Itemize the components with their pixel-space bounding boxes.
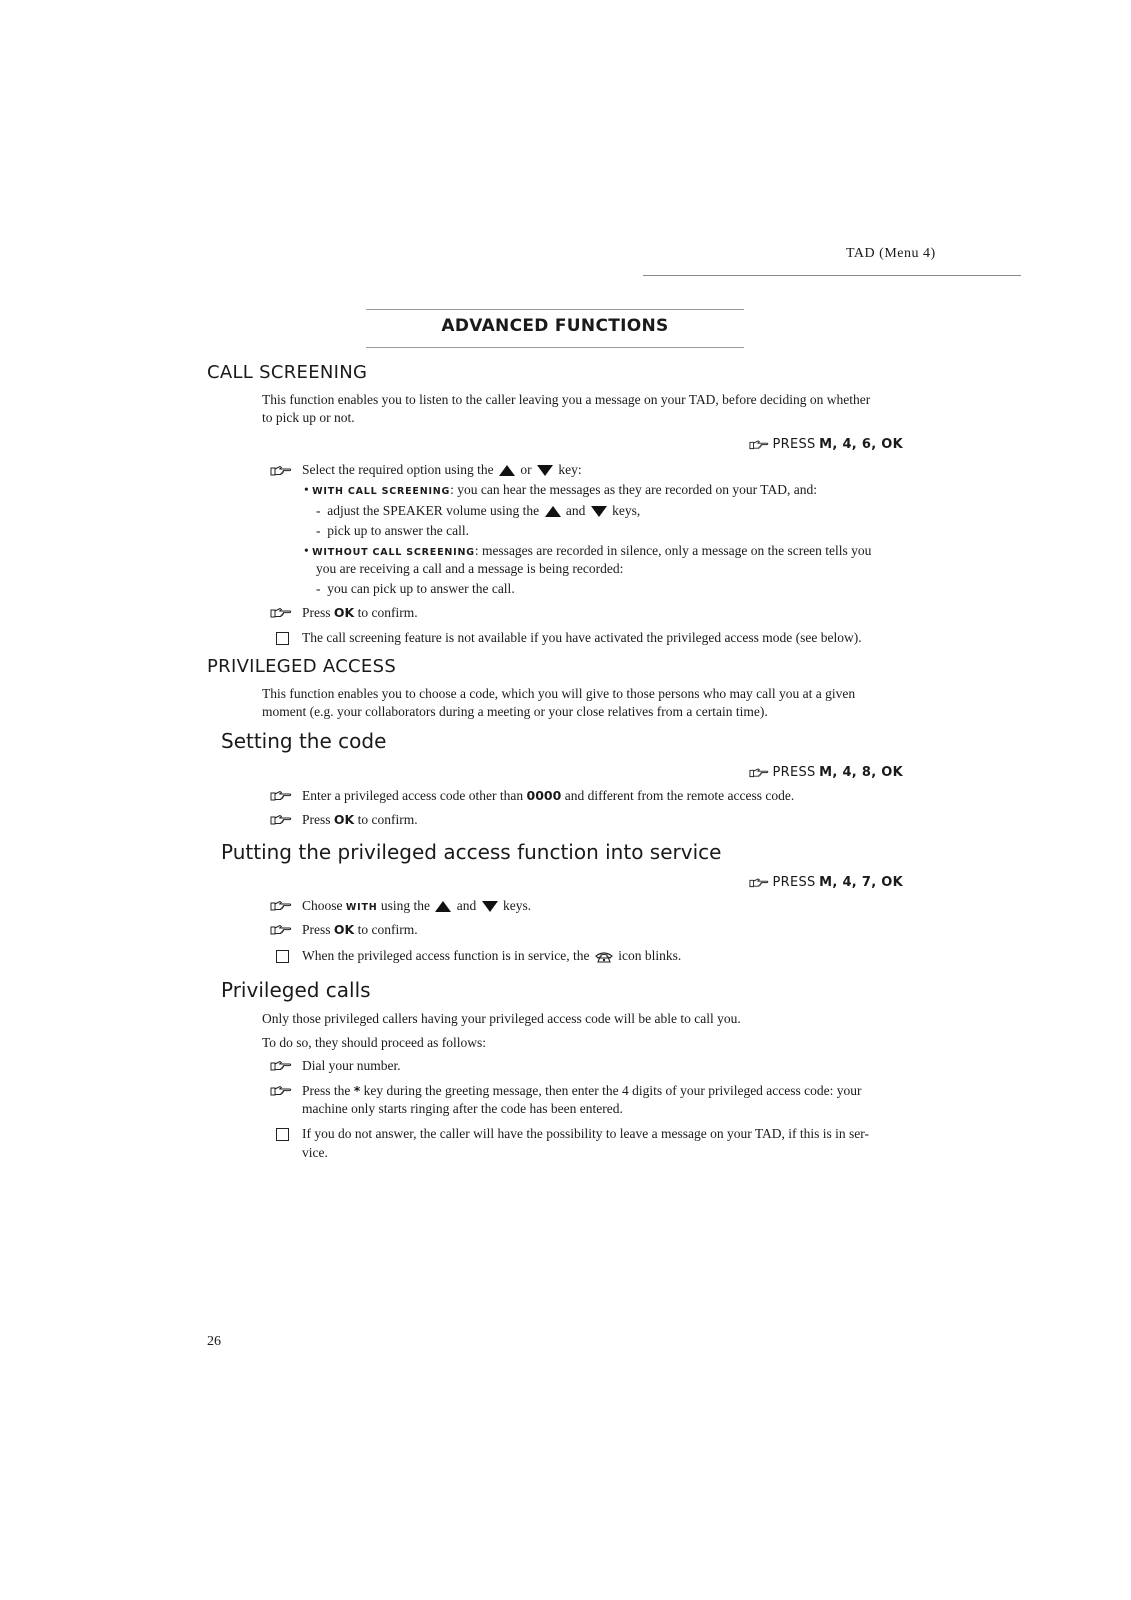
step-choose-with [302, 897, 531, 917]
pointing-hand-icon [270, 900, 292, 912]
down-arrow-icon [482, 901, 498, 912]
bullet: • [304, 482, 309, 497]
dash: - [316, 503, 321, 518]
note-text: When the privileged access function is in service, the [302, 948, 590, 963]
press-label: PRESS [772, 765, 816, 780]
option-without-text-2: you are receiving a call and a message is being recorded: [316, 561, 624, 576]
section-title: ADVANCED FUNCTIONS [441, 316, 669, 336]
step-text: keys. [503, 898, 532, 913]
press-label: PRESS [772, 437, 816, 452]
up-arrow-icon [435, 901, 451, 912]
call-screening-intro-2: to pick up or not. [262, 410, 355, 425]
step-confirm [302, 811, 418, 829]
option-text: : messages are recorded in silence, only a message on the screen tells you [474, 543, 872, 558]
step-confirm [302, 604, 418, 622]
up-arrow-icon [499, 465, 515, 476]
privileged-calls-line-1: Only those privileged callers having your privileged access code will be able to call you. [262, 1011, 741, 1026]
step-text: and [456, 898, 477, 913]
press-label: PRESS [772, 875, 816, 890]
sub-text: you can pick up to answer the call. [327, 581, 515, 596]
pointing-hand-icon [270, 790, 292, 802]
code-0000: 0000 [526, 788, 562, 803]
option-label: WITHOUT CALL SCREENING [312, 547, 475, 558]
setting-code-heading: Setting the code [221, 729, 387, 753]
option-label: WITH CALL SCREENING [312, 486, 451, 497]
privileged-calls-heading: Privileged calls [221, 978, 371, 1002]
step-text: or [520, 462, 532, 477]
pointing-hand-icon [270, 607, 292, 619]
note-no-answer-2: vice. [302, 1145, 328, 1160]
dash: - [316, 581, 321, 596]
phone-icon [595, 951, 613, 963]
putting-service-heading: Putting the privileged access function into service [221, 840, 722, 864]
sub-text: keys, [612, 503, 641, 518]
step-press-star [302, 1082, 862, 1100]
pointing-hand-icon [270, 465, 292, 477]
section-rule-bottom [366, 347, 744, 348]
step-text: key: [558, 462, 582, 477]
note-square-icon [276, 632, 289, 645]
press-keys: M, 4, 8, OK [819, 765, 903, 780]
key-ok: OK [333, 605, 355, 620]
key-ok: OK [333, 922, 355, 937]
step-text: Press [302, 922, 331, 937]
pointing-hand-icon [270, 924, 292, 936]
step-text: and different from the remote access code. [564, 788, 795, 803]
step-select-option [302, 461, 582, 479]
key-ok: OK [333, 812, 355, 827]
step-dial-number: Dial your number. [302, 1058, 401, 1073]
pointing-hand-icon [749, 877, 769, 889]
step-text: Press [302, 812, 331, 827]
dash: - [316, 523, 321, 538]
down-arrow-icon [537, 465, 553, 476]
step-text: Press the [302, 1083, 351, 1098]
pointing-hand-icon [749, 439, 769, 451]
option-with-call-screening [304, 481, 817, 501]
privileged-access-intro-2: moment (e.g. your collaborators during a meeting or your close relatives from a certain time). [262, 704, 768, 719]
sub-text: and [565, 503, 586, 518]
sub-text: adjust the SPEAKER volume using the [327, 503, 540, 518]
press-instruction-488 [749, 764, 903, 780]
step-confirm [302, 921, 418, 939]
privileged-access-intro-1: This function enables you to choose a code, which you will give to those persons who may call you at a given [262, 686, 856, 701]
pointing-hand-icon [270, 1085, 292, 1097]
option-without-call-screening [304, 542, 871, 562]
page-number: 26 [207, 1334, 221, 1349]
sub-text: pick up to answer the call. [327, 523, 469, 538]
step-text: to confirm. [357, 812, 418, 827]
press-instruction-466 [749, 436, 903, 452]
step-text: key during the greeting message, then enter the 4 digits of your privileged access code: your [363, 1083, 862, 1098]
call-screening-heading: CALL SCREENING [207, 362, 368, 383]
sub-pick-up [316, 522, 469, 540]
header-rule [643, 275, 1021, 276]
note-icon-blinks [302, 947, 681, 965]
pointing-hand-icon [749, 767, 769, 779]
up-arrow-icon [545, 506, 561, 517]
option-text: : you can hear the messages as they are recorded on your TAD, and: [450, 482, 817, 497]
privileged-calls-line-2: To do so, they should proceed as follows: [262, 1035, 487, 1050]
privileged-access-heading: PRIVILEGED ACCESS [207, 656, 397, 677]
press-keys: M, 4, 6, OK [819, 437, 903, 452]
note-square-icon [276, 1128, 289, 1141]
down-arrow-icon [591, 506, 607, 517]
note-text: icon blinks. [618, 948, 682, 963]
call-screening-intro-1: This function enables you to listen to the caller leaving you a message on your TAD, before deciding on whether [262, 392, 871, 407]
step-text: Select the required option using the [302, 462, 494, 477]
pointing-hand-icon [270, 814, 292, 826]
step-enter-code [302, 787, 794, 805]
section-rule-top [366, 309, 744, 310]
note-no-answer-1: If you do not answer, the caller will have the possibility to leave a message on your TAD, if this is in ser- [302, 1126, 869, 1141]
running-header: TAD (Menu 4) [846, 246, 936, 261]
pointing-hand-icon [270, 1060, 292, 1072]
key-star: * [353, 1083, 361, 1098]
step-press-star-2: machine only starts ringing after the code has been entered. [302, 1101, 623, 1116]
step-text: Choose [302, 898, 343, 913]
step-text: Press [302, 605, 331, 620]
sub-pick-up-silence [316, 580, 515, 598]
note-call-screening: The call screening feature is not available if you have activated the privileged access mode (see below). [302, 630, 862, 645]
step-text: to confirm. [357, 922, 418, 937]
press-instruction-477 [749, 874, 903, 890]
bullet: • [304, 543, 309, 558]
step-text: to confirm. [357, 605, 418, 620]
step-text: using the [380, 898, 431, 913]
sub-adjust-volume [316, 502, 640, 520]
note-square-icon [276, 950, 289, 963]
step-text: Enter a privileged access code other than [302, 788, 524, 803]
option-with: WITH [345, 902, 378, 913]
press-keys: M, 4, 7, OK [819, 875, 903, 890]
